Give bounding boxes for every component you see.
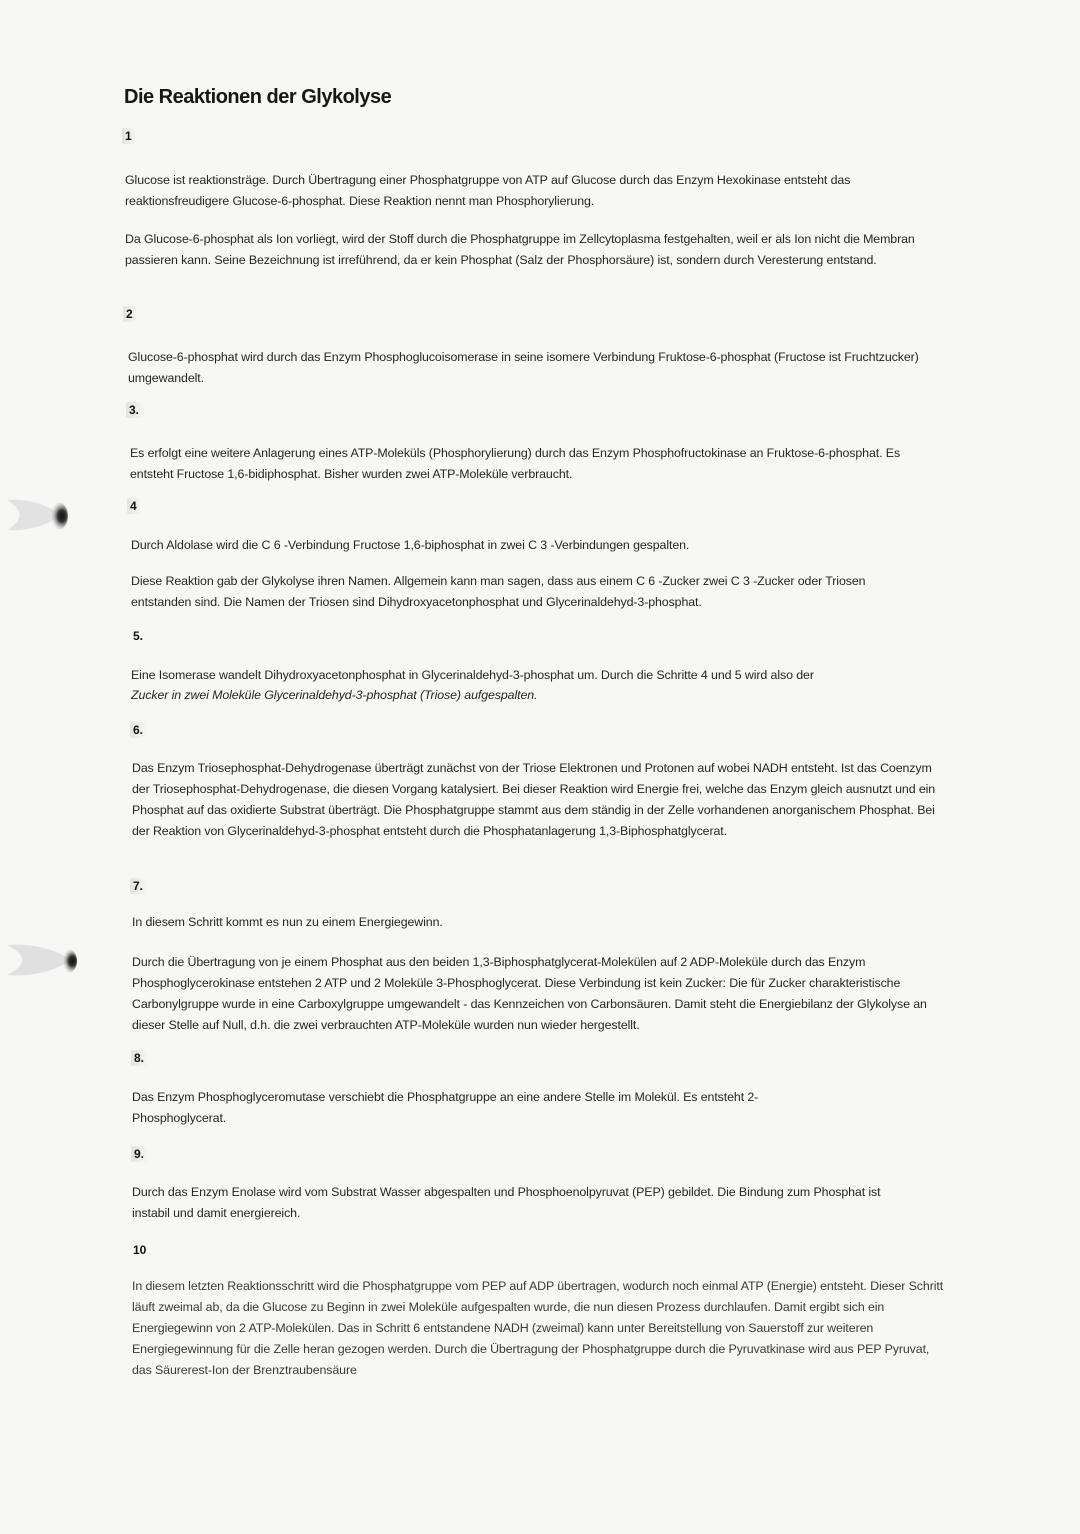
step-1-paragraph-2: Da Glucose-6-phosphat als Ion vorliegt, wird der Stoff durch die Phosphatgruppe im Zellcytoplasma festgehalten, weil er als Ion nicht die Membran passieren kann. Seine Bezeichnung ist irreführend, da er kein Phosphat (Salz der Phosphorsäure) ist, sondern durch Veresterung entstand. <box>125 232 915 267</box>
step-4-paragraph-2: Diese Reaktion gab der Glykolyse ihren Namen. Allgemein kann man sagen, dass aus einem C 6 -Zucker zwei C 3 -Zucker oder Triosen entstanden sind. Die Namen der Triosen sind Dihydroxyacetonphosphat und Glycerinaldehyd-3-phosphat. <box>131 574 866 609</box>
step-number: 4 <box>127 498 140 514</box>
step-3-paragraph-1: Es erfolgt eine weitere Anlagerung eines ATP-Moleküls (Phosphorylierung) durch das Enzym Phosphofructokinase an Fruktose-6-phosphat. Es entsteht Fructose 1,6-bidiphosphat. Bisher wurden zwei ATP-Moleküle verbraucht. <box>130 446 901 481</box>
binder-hole-mark <box>2 480 72 550</box>
step-5-paragraph-1: Eine Isomerase wandelt Dihydroxyacetonphosphat in Glycerinaldehyd-3-phosphat um. Durch die Schritte 4 und 5 wird also der <box>131 668 814 682</box>
binder-hole-mark <box>2 930 82 990</box>
step-7-paragraph-2: Durch die Übertragung von je einem Phosphat aus den beiden 1,3-Biphosphatglycerat-Molekülen auf 2 ADP-Moleküle durch das Enzym Phosphoglycerokinase entstehen 2 ATP und 2 Moleküle 3-Phosphoglycerat. Diese Verbindung ist kein Zucker: Die für Zucker charakteristische Carbonylgruppe wurde in eine Carboxylgruppe umgewandelt - das Kennzeichen von Carbonsäuren. Damit steht die Energiebilanz der Glykolyse an dieser Stelle auf Null, d.h. die zwei verbrauchten ATP-Moleküle wurden nun wieder hergestellt. <box>132 955 927 1032</box>
step-5-paragraph-2: Zucker in zwei Moleküle Glycerinaldehyd-3-phosphat (Triose) aufgespalten. <box>131 688 538 702</box>
step-8-paragraph-1: Das Enzym Phosphoglyceromutase verschiebt die Phosphatgruppe an eine andere Stelle im Molekül. Es entsteht 2-Phosphoglycerat. <box>132 1090 759 1125</box>
step-number: 2 <box>123 306 136 322</box>
step-1-paragraph-1: Glucose ist reaktionsträge. Durch Übertragung einer Phosphatgruppe von ATP auf Glucose durch das Enzym Hexokinase entsteht das reaktionsfreudigere Glucose-6-phosphat. Diese Reaktion nennt man Phosphorylierung. <box>125 173 851 208</box>
step-number: 8. <box>131 1050 147 1066</box>
step-number: 9. <box>131 1146 147 1162</box>
step-10-paragraph-1: In diesem letzten Reaktionsschritt wird die Phosphatgruppe vom PEP auf ADP übertragen, wodurch noch einmal ATP (Energie) entsteht. Dieser Schritt läuft zweimal ab, da die Glucose zu Beginn in zwei Moleküle aufgespalten wurde, die nun diesen Prozess durchlaufen. Damit ergibt sich ein Energiegewinn von 2 ATP-Molekülen. Das in Schritt 6 entstandene NADH (zweimal) kann unter Bereitstellung von Sauerstoff zur weiteren Energiegewinnung für die Zelle heran gezogen werden. Durch die Übertragung der Phosphatgruppe durch die Pyruvatkinase wird aus PEP Pyruvat, das Säurerest-Ion der Brenztraubensäure <box>132 1279 944 1377</box>
step-number: 3. <box>126 402 142 418</box>
step-number: 5. <box>133 629 144 643</box>
step-number: 7. <box>130 878 146 894</box>
step-number: 1 <box>122 128 135 144</box>
step-number: 10 <box>133 1243 147 1257</box>
step-2-paragraph-1: Glucose-6-phosphat wird durch das Enzym Phosphoglucoisomerase in seine isomere Verbindung Fruktose-6-phosphat (Fructose ist Fruchtzucker) umgewandelt. <box>128 350 919 385</box>
step-4-paragraph-1: Durch Aldolase wird die C 6 -Verbindung Fructose 1,6-biphosphat in zwei C 3 -Verbindungen gespalten. <box>131 538 690 552</box>
step-9-paragraph-1: Durch das Enzym Enolase wird vom Substrat Wasser abgespalten und Phosphoenolpyruvat (PEP) gebildet. Die Bindung zum Phosphat ist instabil und damit energiereich. <box>132 1185 881 1220</box>
page-title: Die Reaktionen der Glykolyse <box>124 86 392 108</box>
step-7-paragraph-1: In diesem Schritt kommt es nun zu einem Energiegewinn. <box>132 915 443 929</box>
step-6-paragraph-1: Das Enzym Triosephosphat-Dehydrogenase überträgt zunächst von der Triose Elektronen und Protonen auf wobei NADH entsteht. Ist das Coenzym der Triosephosphat-Dehydrogenase, die diesen Vorgang katalysiert. Bei dieser Reaktion wird Energie frei, welche das Enzym gleich ausnutzt und ein Phosphat auf das oxidierte Substrat überträgt. Die Phosphatgruppe stammt aus dem ständig in der Zelle vorhandenen anorganischem Phosphat. Bei der Reaktion von Glycerinaldehyd-3-phosphat entsteht durch die Phosphatanlagerung 1,3-Biphosphatglycerat. <box>132 761 936 838</box>
step-number: 6. <box>130 722 146 738</box>
